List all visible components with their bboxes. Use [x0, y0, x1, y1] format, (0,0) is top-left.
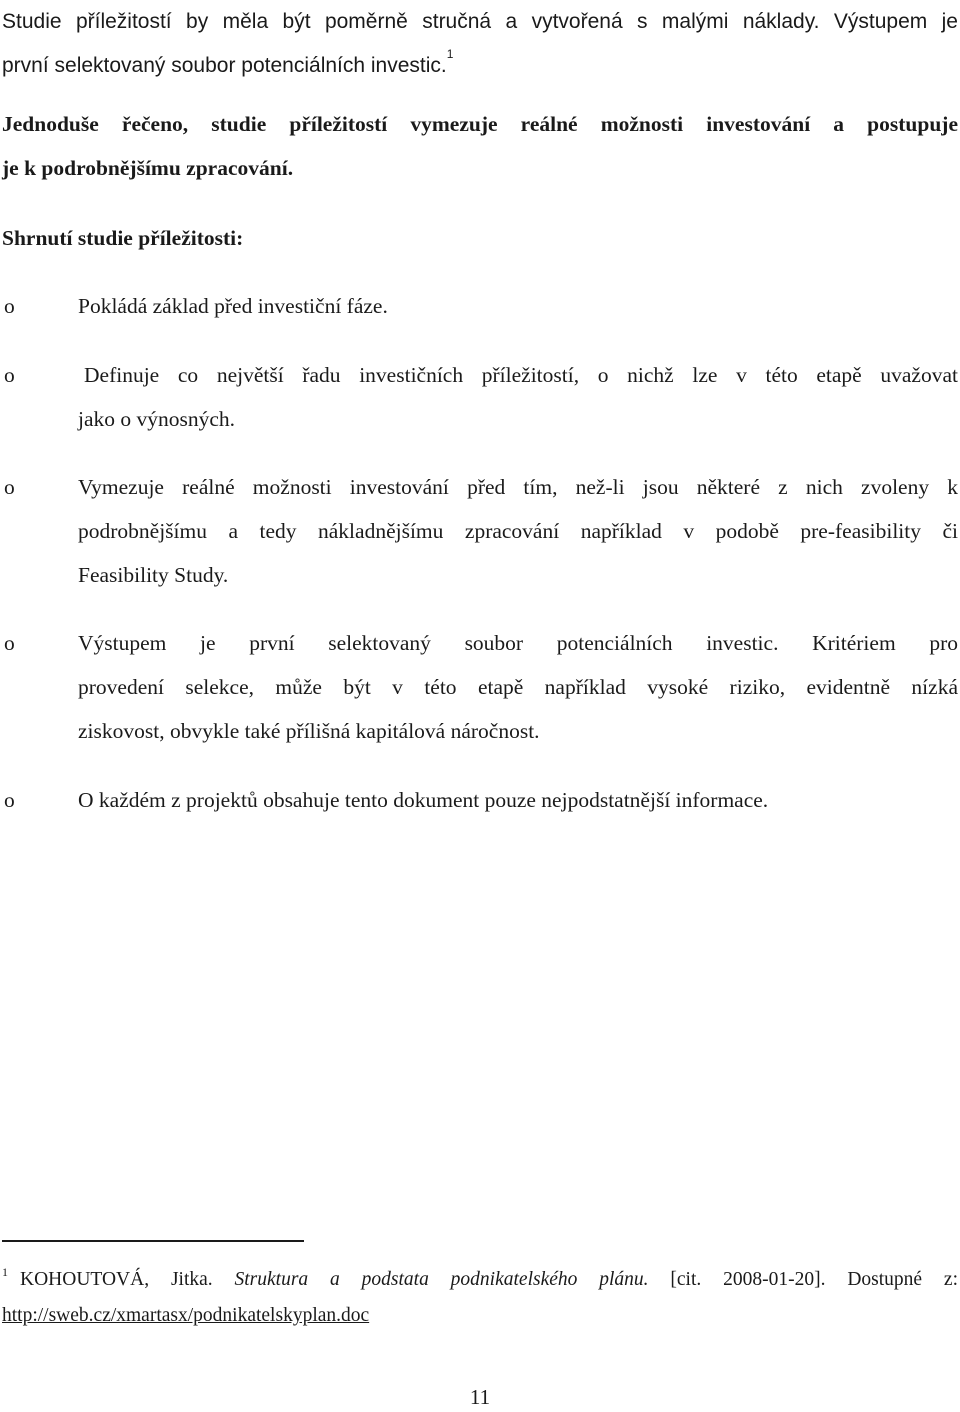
- intro-line-2: [2, 44, 958, 88]
- bullet-item-1-text: [78, 284, 958, 328]
- bullet-3-line-2: podrobnějšímu a tedy nákladnějšímu zpracování například v podobě pre-feasibility či: [78, 519, 958, 543]
- summary-line-1: Jednoduše řečeno, studie příležitostí vymezuje reálné možnosti investování a postupuje: [2, 112, 958, 136]
- footnote-line-1: [2, 1262, 958, 1298]
- section-heading: [2, 216, 958, 260]
- footnote-citation: [cit. 2008-01-20]. Dostupné z:: [670, 1269, 958, 1290]
- footnote-number: 1: [2, 1265, 8, 1279]
- page-number: 11: [469, 1385, 491, 1409]
- bullet-3-line-3: Feasibility Study.: [78, 563, 229, 587]
- bullet-4-line-3: ziskovost, obvykle také přílišná kapitálová náročnost.: [78, 719, 540, 743]
- bullet-item-3-text: [78, 465, 958, 597]
- bullet-marker: o: [4, 294, 15, 318]
- section-heading-text: Shrnutí studie příležitosti:: [2, 226, 244, 250]
- bullet-item-2-text: [78, 353, 958, 441]
- intro-line-1: Studie příležitostí by měla být poměrně stručná a vytvořená s malými náklady. Výstupem je: [2, 10, 958, 33]
- bullet-2-line-2: jako o výnosných.: [78, 407, 236, 431]
- bullet-3-line-1: Vymezuje reálné možnosti investování před tím, než-li jsou některé z nich zvoleny k: [78, 475, 958, 499]
- footnote-url-link[interactable]: http://sweb.cz/xmartasx/podnikatelskyplan.doc: [2, 1305, 370, 1326]
- intro-paragraph: [2, 0, 958, 88]
- footnote-reference[interactable]: 1: [446, 47, 454, 61]
- summary-line-2: je k podrobnějšímu zpracování.: [2, 156, 294, 180]
- footnote-author: KOHOUTOVÁ, Jitka.: [20, 1269, 213, 1290]
- footnote: [2, 1262, 958, 1334]
- bullet-2-line-1: Definuje co největší řadu investičních příležitostí, o nichž lze v této etapě uvažovat: [84, 363, 958, 387]
- footnote-line-2: [2, 1298, 958, 1334]
- bullet-1-line-1: Pokládá základ před investiční fáze.: [78, 294, 388, 318]
- bullet-4-line-2: provedení selekce, může být v této etapě například vysoké riziko, evidentně nízká: [78, 675, 958, 699]
- bullet-marker: o: [4, 475, 15, 499]
- bullet-item-4-text: [78, 621, 958, 753]
- bullet-item-5-text: [78, 778, 958, 822]
- bullet-marker: o: [4, 363, 15, 387]
- bullet-4-line-1: Výstupem je první selektovaný soubor potenciálních investic. Kritériem pro: [78, 631, 958, 655]
- bullet-marker: o: [4, 631, 15, 655]
- intro-line-2-text: první selektovaný soubor potenciálních investic.: [2, 54, 447, 77]
- footnote-title: Struktura a podstata podnikatelského plánu.: [234, 1269, 649, 1290]
- summary-paragraph: [2, 102, 958, 190]
- footnote-separator: [2, 1240, 304, 1242]
- bullet-marker: o: [4, 788, 15, 812]
- bullet-5-line-1: O každém z projektů obsahuje tento dokument pouze nejpodstatnější informace.: [78, 788, 769, 812]
